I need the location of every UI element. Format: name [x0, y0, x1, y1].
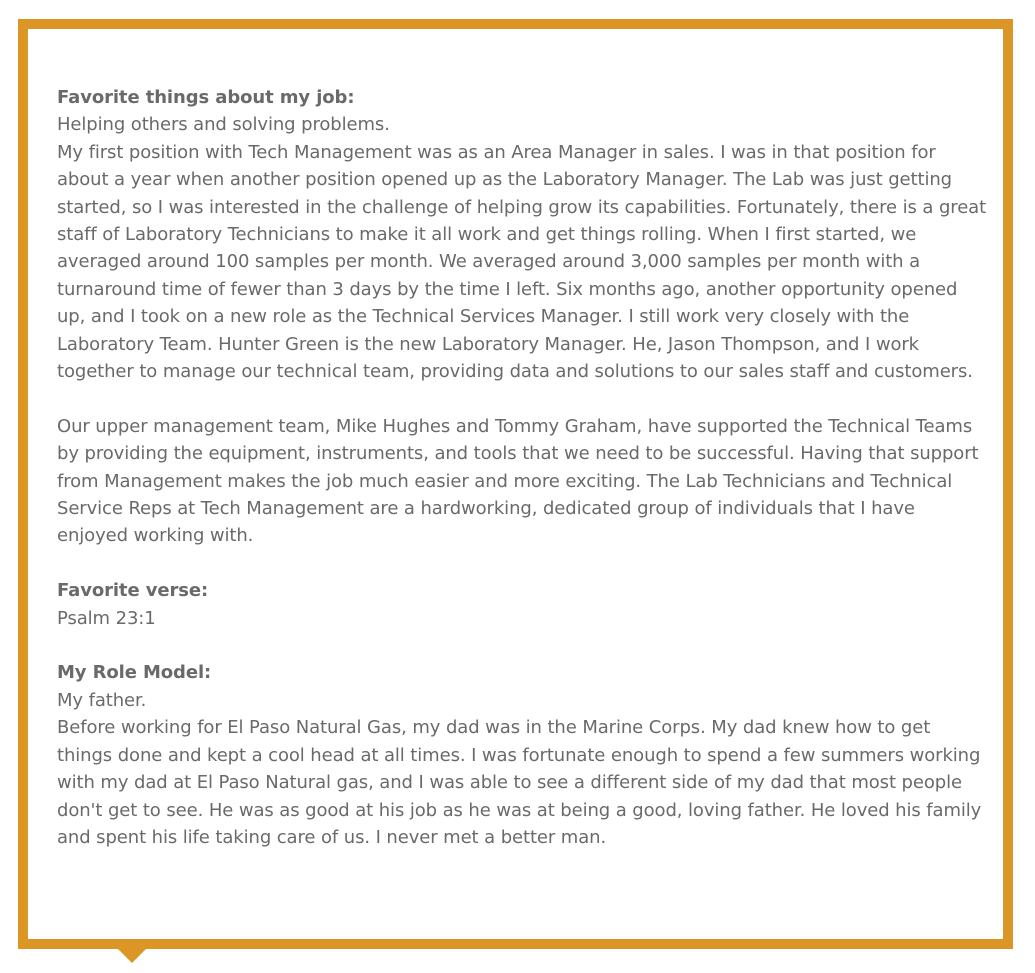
speech-pointer — [117, 948, 147, 963]
favorite-verse-text: Psalm 23:1 — [57, 607, 156, 629]
favorite-verse-heading: Favorite verse: — [57, 580, 209, 602]
management-paragraph: Our upper management team, Mike Hughes and Tommy Graham, have supported the Technical Teams by providing the equipment, instruments, and tools that we need to be successful. Having that support from Management makes the job much easier and more exciting. The Lab Technicians and Technical Service Reps at Tech Management are a hardworking, dedicated group of individuals that I have enjoyed working with. — [57, 415, 979, 547]
favorite-job-summary: Helping others and solving problems. — [57, 114, 390, 136]
role-model-paragraph: Before working for El Paso Natural Gas, my dad was in the Marine Corps. My dad knew how to get things done and kept a cool head at all times. I was fortunate enough to spend a few summers working with my dad at El Paso Natural gas, and I was able to see a different side of my dad that most people don't get to see. He was as good at his job as he was at being a good, loving father. He loved his family and spent his life taking care of us. I never met a better man. — [57, 717, 982, 848]
bio-card — [18, 19, 1013, 949]
job-history-paragraph: My first position with Tech Management was as an Area Manager in sales. I was in that position for about a year when another position opened up as the Laboratory Manager. The Lab was just getting started, so I was interested in the challenge of helping grow its capabilities. Fortunately, there is a great staff of Laboratory Technicians to make it all work and get things rolling. When I first started, we averaged around 100 samples per month. We averaged around 3,000 samples per month with a turnaround time of fewer than 3 days by the time I left. Six months ago, another opportunity opened up, and I took on a new role as the Technical Services Manager. I still work very closely with the Laboratory Team. Hunter Green is the new Laboratory Manager. He, Jason Thompson, and I work together to manage our technical team, providing data and solutions to our sales staff and customers. — [57, 141, 987, 383]
favorite-job-heading: Favorite things about my job: — [57, 87, 355, 108]
spacer — [57, 385, 987, 412]
role-model-heading: My Role Model: — [57, 662, 212, 684]
spacer — [57, 550, 987, 577]
spacer — [57, 632, 987, 659]
bio-content — [57, 84, 987, 851]
role-model-summary: My father. — [57, 689, 147, 711]
